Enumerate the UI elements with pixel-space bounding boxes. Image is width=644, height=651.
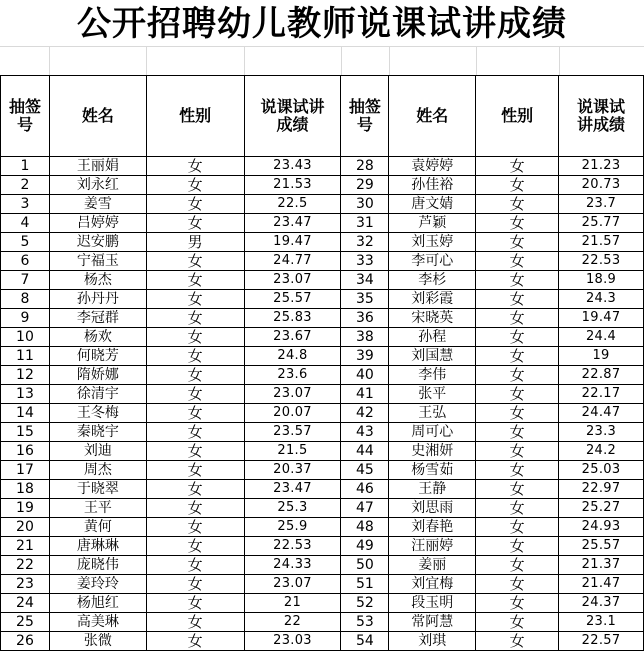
- table-row: [1, 366, 644, 385]
- draw-number-cell: 10: [1, 328, 50, 347]
- name-cell: 芦颖: [389, 214, 476, 233]
- score-cell: 23.47: [244, 214, 341, 233]
- table-row: [1, 290, 644, 309]
- name-cell: 迟安鹏: [49, 233, 146, 252]
- gender-cell: 女: [146, 613, 244, 632]
- name-cell: 孙丹丹: [49, 290, 146, 309]
- gender-cell: 女: [476, 271, 559, 290]
- score-cell: 23.6: [244, 366, 341, 385]
- scores-table: [0, 75, 644, 651]
- sheet-gridline: [559, 46, 560, 75]
- score-cell: 24.93: [559, 518, 644, 537]
- gender-cell: 女: [146, 480, 244, 499]
- name-cell: 常阿慧: [389, 613, 476, 632]
- table-row: [1, 252, 644, 271]
- score-cell: 22: [244, 613, 341, 632]
- gender-cell: 女: [146, 309, 244, 328]
- score-cell: 21.23: [559, 157, 644, 176]
- name-cell: 庞晓伟: [49, 556, 146, 575]
- draw-number-cell: 49: [341, 537, 389, 556]
- header-name: 姓名: [49, 76, 146, 157]
- draw-number-cell: 18: [1, 480, 50, 499]
- name-cell: 刘玉婷: [389, 233, 476, 252]
- draw-number-cell: 22: [1, 556, 50, 575]
- score-cell: 20.07: [244, 404, 341, 423]
- table-row: [1, 423, 644, 442]
- gender-cell: 女: [476, 385, 559, 404]
- gender-cell: 女: [476, 328, 559, 347]
- table-row: [1, 518, 644, 537]
- name-cell: 吕婷婷: [49, 214, 146, 233]
- score-cell: 22.97: [559, 480, 644, 499]
- score-cell: 25.9: [244, 518, 341, 537]
- gender-cell: 女: [476, 442, 559, 461]
- score-cell: 24.8: [244, 347, 341, 366]
- draw-number-cell: 48: [341, 518, 389, 537]
- gender-cell: 女: [476, 556, 559, 575]
- header-score: 说课试讲成绩: [244, 76, 341, 157]
- gender-cell: 女: [476, 499, 559, 518]
- gender-cell: 女: [146, 404, 244, 423]
- score-cell: 24.47: [559, 404, 644, 423]
- draw-number-cell: 42: [341, 404, 389, 423]
- name-cell: 周可心: [389, 423, 476, 442]
- sheet-gridline: [244, 46, 245, 75]
- draw-number-cell: 2: [1, 176, 50, 195]
- score-cell: 21.5: [244, 442, 341, 461]
- table-row: [1, 347, 644, 366]
- draw-number-cell: 36: [341, 309, 389, 328]
- score-cell: 25.03: [559, 461, 644, 480]
- name-cell: 李冠群: [49, 309, 146, 328]
- name-cell: 刘国慧: [389, 347, 476, 366]
- score-cell: 22.5: [244, 195, 341, 214]
- score-cell: 24.77: [244, 252, 341, 271]
- score-cell: 19: [559, 347, 644, 366]
- draw-number-cell: 46: [341, 480, 389, 499]
- draw-number-cell: 14: [1, 404, 50, 423]
- gender-cell: 女: [476, 537, 559, 556]
- gender-cell: 女: [476, 157, 559, 176]
- score-cell: 24.3: [559, 290, 644, 309]
- gender-cell: 女: [476, 214, 559, 233]
- score-cell: 23.3: [559, 423, 644, 442]
- name-cell: 李伟: [389, 366, 476, 385]
- table-row: [1, 195, 644, 214]
- score-cell: 23.47: [244, 480, 341, 499]
- gender-cell: 女: [146, 632, 244, 651]
- header-draw-number: 抽签号: [341, 76, 389, 157]
- draw-number-cell: 50: [341, 556, 389, 575]
- name-cell: 姜丽: [389, 556, 476, 575]
- gender-cell: 女: [476, 480, 559, 499]
- draw-number-cell: 29: [341, 176, 389, 195]
- name-cell: 王弘: [389, 404, 476, 423]
- draw-number-cell: 3: [1, 195, 50, 214]
- draw-number-cell: 45: [341, 461, 389, 480]
- gender-cell: 女: [476, 461, 559, 480]
- gender-cell: 女: [146, 214, 244, 233]
- name-cell: 王冬梅: [49, 404, 146, 423]
- gender-cell: 女: [146, 176, 244, 195]
- gender-cell: 女: [146, 252, 244, 271]
- score-cell: 23.43: [244, 157, 341, 176]
- draw-number-cell: 17: [1, 461, 50, 480]
- name-cell: 孙程: [389, 328, 476, 347]
- name-cell: 于晓翠: [49, 480, 146, 499]
- name-cell: 隋娇娜: [49, 366, 146, 385]
- sheet-gridline: [389, 46, 390, 75]
- draw-number-cell: 25: [1, 613, 50, 632]
- draw-number-cell: 33: [341, 252, 389, 271]
- draw-number-cell: 34: [341, 271, 389, 290]
- name-cell: 姜雪: [49, 195, 146, 214]
- draw-number-cell: 53: [341, 613, 389, 632]
- sheet-gridline: [476, 46, 477, 75]
- draw-number-cell: 38: [341, 328, 389, 347]
- draw-number-cell: 4: [1, 214, 50, 233]
- name-cell: 史湘妍: [389, 442, 476, 461]
- table-row: [1, 575, 644, 594]
- score-cell: 23.07: [244, 385, 341, 404]
- table-row: [1, 632, 644, 651]
- name-cell: 刘琪: [389, 632, 476, 651]
- score-cell: 20.73: [559, 176, 644, 195]
- score-cell: 25.83: [244, 309, 341, 328]
- header-draw-number: 抽签号: [1, 76, 50, 157]
- draw-number-cell: 21: [1, 537, 50, 556]
- gender-cell: 女: [476, 632, 559, 651]
- name-cell: 杨欢: [49, 328, 146, 347]
- draw-number-cell: 30: [341, 195, 389, 214]
- score-cell: 24.37: [559, 594, 644, 613]
- header-gender: 性别: [146, 76, 244, 157]
- name-cell: 黄何: [49, 518, 146, 537]
- gender-cell: 女: [146, 499, 244, 518]
- score-cell: 22.53: [559, 252, 644, 271]
- draw-number-cell: 20: [1, 518, 50, 537]
- gender-cell: 女: [476, 176, 559, 195]
- draw-number-cell: 52: [341, 594, 389, 613]
- draw-number-cell: 23: [1, 575, 50, 594]
- gender-cell: 女: [146, 385, 244, 404]
- score-cell: 21.47: [559, 575, 644, 594]
- score-cell: 21: [244, 594, 341, 613]
- sheet-gridline: [0, 46, 644, 47]
- gender-cell: 女: [146, 518, 244, 537]
- table-row: [1, 480, 644, 499]
- gender-cell: 女: [146, 461, 244, 480]
- gender-cell: 女: [476, 613, 559, 632]
- score-cell: 20.37: [244, 461, 341, 480]
- name-cell: 刘永红: [49, 176, 146, 195]
- table-row: [1, 157, 644, 176]
- name-cell: 杨旭红: [49, 594, 146, 613]
- gender-cell: 女: [146, 423, 244, 442]
- page-title: 公开招聘幼儿教师说课试讲成绩: [77, 4, 567, 44]
- draw-number-cell: 16: [1, 442, 50, 461]
- gender-cell: 女: [476, 423, 559, 442]
- score-cell: 22.53: [244, 537, 341, 556]
- header-row: [1, 76, 644, 157]
- draw-number-cell: 54: [341, 632, 389, 651]
- draw-number-cell: 8: [1, 290, 50, 309]
- name-cell: 张微: [49, 632, 146, 651]
- gender-cell: 女: [476, 404, 559, 423]
- table-row: [1, 499, 644, 518]
- score-cell: 23.57: [244, 423, 341, 442]
- name-cell: 宁福玉: [49, 252, 146, 271]
- name-cell: 张平: [389, 385, 476, 404]
- draw-number-cell: 1: [1, 157, 50, 176]
- gender-cell: 女: [476, 347, 559, 366]
- gender-cell: 女: [146, 328, 244, 347]
- table-row: [1, 328, 644, 347]
- score-cell: 24.2: [559, 442, 644, 461]
- name-cell: 孙佳裕: [389, 176, 476, 195]
- name-cell: 宋晓英: [389, 309, 476, 328]
- draw-number-cell: 47: [341, 499, 389, 518]
- score-cell: 23.03: [244, 632, 341, 651]
- name-cell: 唐文婧: [389, 195, 476, 214]
- gender-cell: 男: [146, 233, 244, 252]
- name-cell: 王静: [389, 480, 476, 499]
- gender-cell: 女: [476, 309, 559, 328]
- name-cell: 何晓芳: [49, 347, 146, 366]
- draw-number-cell: 26: [1, 632, 50, 651]
- score-cell: 23.1: [559, 613, 644, 632]
- gender-cell: 女: [146, 347, 244, 366]
- name-cell: 刘宜梅: [389, 575, 476, 594]
- table-row: [1, 613, 644, 632]
- score-cell: 25.77: [559, 214, 644, 233]
- score-cell: 24.33: [244, 556, 341, 575]
- table-row: [1, 442, 644, 461]
- draw-number-cell: 40: [341, 366, 389, 385]
- score-cell: 24.4: [559, 328, 644, 347]
- draw-number-cell: 44: [341, 442, 389, 461]
- draw-number-cell: 15: [1, 423, 50, 442]
- score-cell: 19.47: [244, 233, 341, 252]
- draw-number-cell: 39: [341, 347, 389, 366]
- name-cell: 徐清宇: [49, 385, 146, 404]
- score-cell: 22.87: [559, 366, 644, 385]
- table-row: [1, 233, 644, 252]
- gender-cell: 女: [146, 157, 244, 176]
- gender-cell: 女: [476, 366, 559, 385]
- name-cell: 段玉明: [389, 594, 476, 613]
- sheet-gridline: [146, 46, 147, 75]
- score-cell: 25.57: [559, 537, 644, 556]
- gender-cell: 女: [146, 366, 244, 385]
- table-row: [1, 594, 644, 613]
- header-name: 姓名: [389, 76, 476, 157]
- gender-cell: 女: [146, 271, 244, 290]
- draw-number-cell: 11: [1, 347, 50, 366]
- table-row: [1, 176, 644, 195]
- gender-cell: 女: [146, 594, 244, 613]
- score-cell: 22.17: [559, 385, 644, 404]
- table-row: [1, 404, 644, 423]
- name-cell: 李杉: [389, 271, 476, 290]
- gender-cell: 女: [146, 575, 244, 594]
- gender-cell: 女: [476, 575, 559, 594]
- name-cell: 杨雪茹: [389, 461, 476, 480]
- table-row: [1, 556, 644, 575]
- gender-cell: 女: [146, 195, 244, 214]
- name-cell: 唐琳琳: [49, 537, 146, 556]
- table-row: [1, 461, 644, 480]
- gender-cell: 女: [476, 594, 559, 613]
- score-cell: 25.3: [244, 499, 341, 518]
- draw-number-cell: 43: [341, 423, 389, 442]
- gender-cell: 女: [146, 290, 244, 309]
- draw-number-cell: 32: [341, 233, 389, 252]
- draw-number-cell: 9: [1, 309, 50, 328]
- score-cell: 25.57: [244, 290, 341, 309]
- score-cell: 22.57: [559, 632, 644, 651]
- name-cell: 秦晓宇: [49, 423, 146, 442]
- name-cell: 汪丽婷: [389, 537, 476, 556]
- table-row: [1, 271, 644, 290]
- gender-cell: 女: [146, 556, 244, 575]
- table-row: [1, 385, 644, 404]
- name-cell: 刘迪: [49, 442, 146, 461]
- name-cell: 李可心: [389, 252, 476, 271]
- table-body: [1, 157, 644, 651]
- name-cell: 高美琳: [49, 613, 146, 632]
- score-cell: 19.47: [559, 309, 644, 328]
- gender-cell: 女: [476, 233, 559, 252]
- sheet-gridline: [341, 46, 342, 75]
- draw-number-cell: 24: [1, 594, 50, 613]
- name-cell: 王平: [49, 499, 146, 518]
- draw-number-cell: 5: [1, 233, 50, 252]
- gender-cell: 女: [146, 442, 244, 461]
- header-score: 说课试讲成绩: [559, 76, 644, 157]
- draw-number-cell: 13: [1, 385, 50, 404]
- draw-number-cell: 7: [1, 271, 50, 290]
- name-cell: 姜玲玲: [49, 575, 146, 594]
- table-row: [1, 214, 644, 233]
- draw-number-cell: 12: [1, 366, 50, 385]
- draw-number-cell: 41: [341, 385, 389, 404]
- name-cell: 杨杰: [49, 271, 146, 290]
- draw-number-cell: 6: [1, 252, 50, 271]
- name-cell: 王丽娟: [49, 157, 146, 176]
- draw-number-cell: 28: [341, 157, 389, 176]
- gender-cell: 女: [476, 195, 559, 214]
- gender-cell: 女: [476, 518, 559, 537]
- score-cell: 25.27: [559, 499, 644, 518]
- table-row: [1, 309, 644, 328]
- name-cell: 袁婷婷: [389, 157, 476, 176]
- score-cell: 21.53: [244, 176, 341, 195]
- draw-number-cell: 31: [341, 214, 389, 233]
- score-cell: 18.9: [559, 271, 644, 290]
- score-cell: 21.37: [559, 556, 644, 575]
- score-cell: 21.57: [559, 233, 644, 252]
- name-cell: 周杰: [49, 461, 146, 480]
- name-cell: 刘思雨: [389, 499, 476, 518]
- sheet-gridline: [49, 46, 50, 75]
- score-cell: 23.67: [244, 328, 341, 347]
- score-cell: 23.7: [559, 195, 644, 214]
- header-gender: 性别: [476, 76, 559, 157]
- score-cell: 23.07: [244, 575, 341, 594]
- draw-number-cell: 51: [341, 575, 389, 594]
- gender-cell: 女: [476, 290, 559, 309]
- table-row: [1, 537, 644, 556]
- draw-number-cell: 19: [1, 499, 50, 518]
- name-cell: 刘彩霞: [389, 290, 476, 309]
- gender-cell: 女: [146, 537, 244, 556]
- draw-number-cell: 35: [341, 290, 389, 309]
- gender-cell: 女: [476, 252, 559, 271]
- score-cell: 23.07: [244, 271, 341, 290]
- name-cell: 刘春艳: [389, 518, 476, 537]
